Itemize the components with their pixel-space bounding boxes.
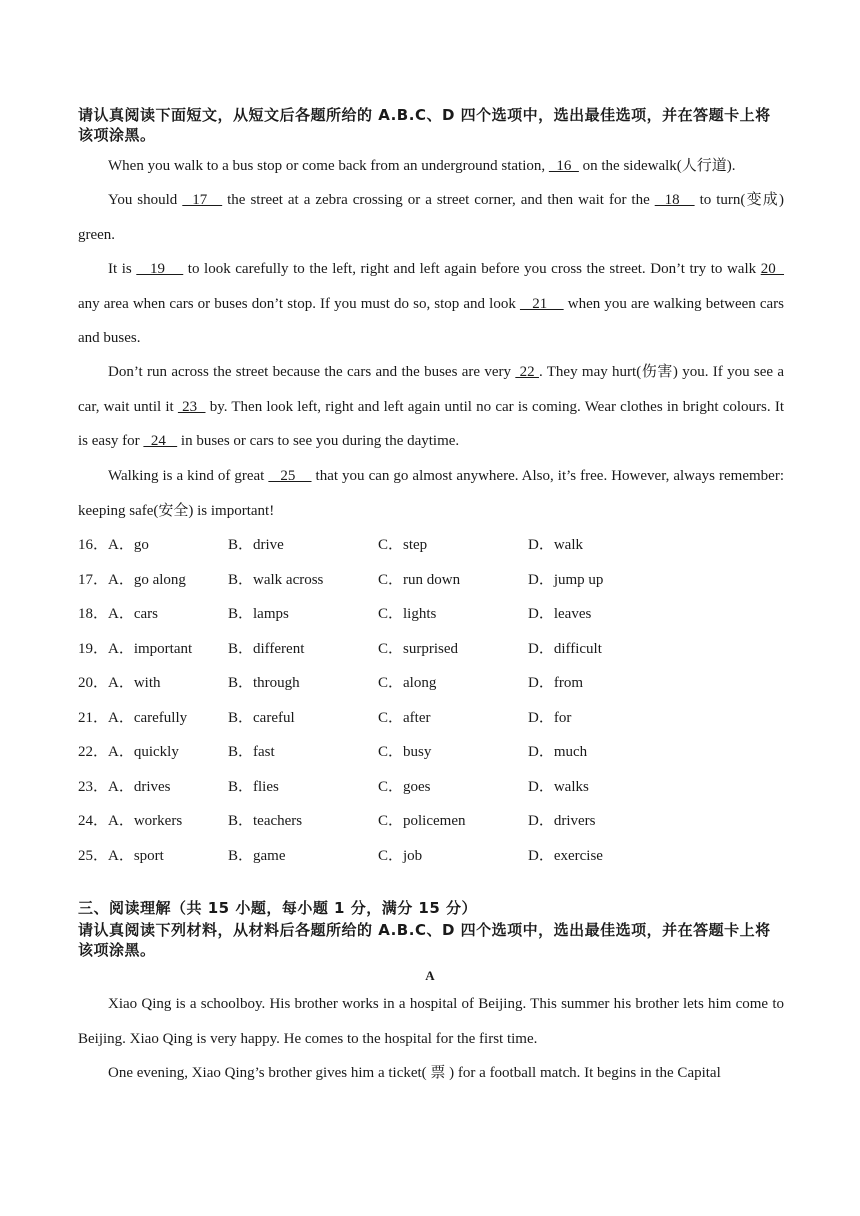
option-c[interactable]: C．policemen bbox=[378, 813, 466, 829]
blank-18: 18 bbox=[654, 192, 695, 208]
option-a[interactable]: A．carefully bbox=[108, 710, 188, 726]
cloze-instruction: 请认真阅读下面短文，从短文后各题所给的 A.B.C、D 四个选项中，选出最佳选项，并在答题卡上将该项涂黑。 bbox=[78, 106, 771, 144]
blank-16: 16 bbox=[548, 158, 579, 174]
question-number: 25． bbox=[78, 848, 109, 864]
option-a[interactable]: A．quickly bbox=[108, 744, 179, 760]
question-number: 17． bbox=[78, 572, 109, 588]
option-d[interactable]: D．jump up bbox=[528, 572, 604, 588]
option-b[interactable]: B．walk across bbox=[228, 572, 324, 588]
reading-paragraph-1: Xiao Qing is a schoolboy. His brother works in a hospital of Beijing. This summer his brother lets him come to Beijing. Xiao Qing is very happy. He comes to the hospital for the first time. bbox=[78, 996, 784, 1047]
option-c[interactable]: C．step bbox=[378, 537, 428, 553]
option-d[interactable]: D．for bbox=[528, 710, 572, 726]
option-b[interactable]: B．teachers bbox=[228, 813, 303, 829]
option-c[interactable]: C．busy bbox=[378, 744, 432, 760]
option-b[interactable]: B．different bbox=[228, 641, 305, 657]
option-d[interactable]: D．walk bbox=[528, 537, 583, 553]
option-a[interactable]: A．go bbox=[108, 537, 149, 553]
option-c[interactable]: C．along bbox=[378, 675, 437, 691]
option-b[interactable]: B．fast bbox=[228, 744, 275, 760]
question-number: 24． bbox=[78, 813, 109, 829]
question-number: 22． bbox=[78, 744, 109, 760]
option-a[interactable]: A．drives bbox=[108, 779, 171, 795]
option-a[interactable]: A．important bbox=[108, 641, 193, 657]
option-d[interactable]: D．difficult bbox=[528, 641, 602, 657]
option-a[interactable]: A．with bbox=[108, 675, 161, 691]
option-b[interactable]: B．flies bbox=[228, 779, 279, 795]
question-number: 19． bbox=[78, 641, 109, 657]
option-a[interactable]: A．go along bbox=[108, 572, 186, 588]
blank-20: 20 bbox=[760, 261, 785, 277]
question-number: 21． bbox=[78, 710, 109, 726]
option-b[interactable]: B．game bbox=[228, 848, 286, 864]
passage-label: A bbox=[425, 968, 435, 983]
blank-22: 22 bbox=[515, 364, 539, 380]
option-d[interactable]: D．from bbox=[528, 675, 583, 691]
option-b[interactable]: B．careful bbox=[228, 710, 295, 726]
cloze-paragraph-4: Don’t run across the street because the cars and the buses are very 22 . They may hurt(伤害) you. If you see a car, wait until it 23 by. Then look left, right and left again until no car is coming. Wear clothes in bright colours. It is easy for 24 in buses or cars to see you during the daytime. bbox=[78, 364, 785, 449]
option-c[interactable]: C．after bbox=[378, 710, 431, 726]
option-b[interactable]: B．drive bbox=[228, 537, 284, 553]
option-d[interactable]: D．exercise bbox=[528, 848, 603, 864]
option-d[interactable]: D．walks bbox=[528, 779, 589, 795]
option-d[interactable]: D．much bbox=[528, 744, 588, 760]
reading-section-title: 三、阅读理解（共 15 小题，每小题 1 分，满分 15 分） bbox=[78, 899, 478, 917]
option-d[interactable]: D．leaves bbox=[528, 606, 592, 622]
blank-24: 24 bbox=[143, 433, 178, 449]
option-d[interactable]: D．drivers bbox=[528, 813, 596, 829]
option-c[interactable]: C．lights bbox=[378, 606, 437, 622]
cloze-paragraph-2: You should 17 the street at a zebra crossing or a street corner, and then wait for the 18 to turn(变成) green. bbox=[78, 192, 785, 243]
option-b[interactable]: B．through bbox=[228, 675, 300, 691]
option-c[interactable]: C．run down bbox=[378, 572, 461, 588]
blank-21: 21 bbox=[519, 295, 564, 312]
option-b[interactable]: B．lamps bbox=[228, 606, 289, 622]
option-c[interactable]: C．job bbox=[378, 848, 423, 864]
option-a[interactable]: A．sport bbox=[108, 848, 164, 864]
option-a[interactable]: A．cars bbox=[108, 606, 158, 622]
blank-25: 25 bbox=[268, 468, 312, 484]
reading-paragraph-2: One evening, Xiao Qing’s brother gives him a ticket( 票 ) for a football match. It begins in the Capital bbox=[108, 1065, 721, 1081]
cloze-paragraph-3: It is 19 to look carefully to the left, right and left again before you cross the street. Don’t try to walk 20 any area when cars or buses don’t stop. If you must do so, stop and look 21 when you are walking between cars and buses. bbox=[78, 261, 785, 346]
question-number: 16． bbox=[78, 537, 109, 553]
question-number: 20． bbox=[78, 675, 109, 691]
blank-23: 23 bbox=[177, 398, 206, 415]
question-number: 23． bbox=[78, 779, 109, 795]
option-c[interactable]: C．surprised bbox=[378, 641, 458, 657]
question-number: 18． bbox=[78, 606, 109, 622]
reading-instruction: 请认真阅读下列材料，从材料后各题所给的 A.B.C、D 四个选项中，选出最佳选项，并在答题卡上将该项涂黑。 bbox=[78, 921, 771, 959]
option-c[interactable]: C．goes bbox=[378, 779, 431, 795]
cloze-paragraph-5: Walking is a kind of great 25 that you can go almost anywhere. Also, it’s free. However, always remember: keeping safe(安全) is important! bbox=[78, 468, 784, 519]
blank-17: 17 bbox=[182, 192, 223, 208]
blank-19: 19 bbox=[136, 261, 184, 277]
cloze-paragraph-1: When you walk to a bus stop or come back from an underground station, 16 on the sidewalk(人行道). bbox=[108, 158, 736, 174]
option-a[interactable]: A．workers bbox=[108, 813, 183, 829]
